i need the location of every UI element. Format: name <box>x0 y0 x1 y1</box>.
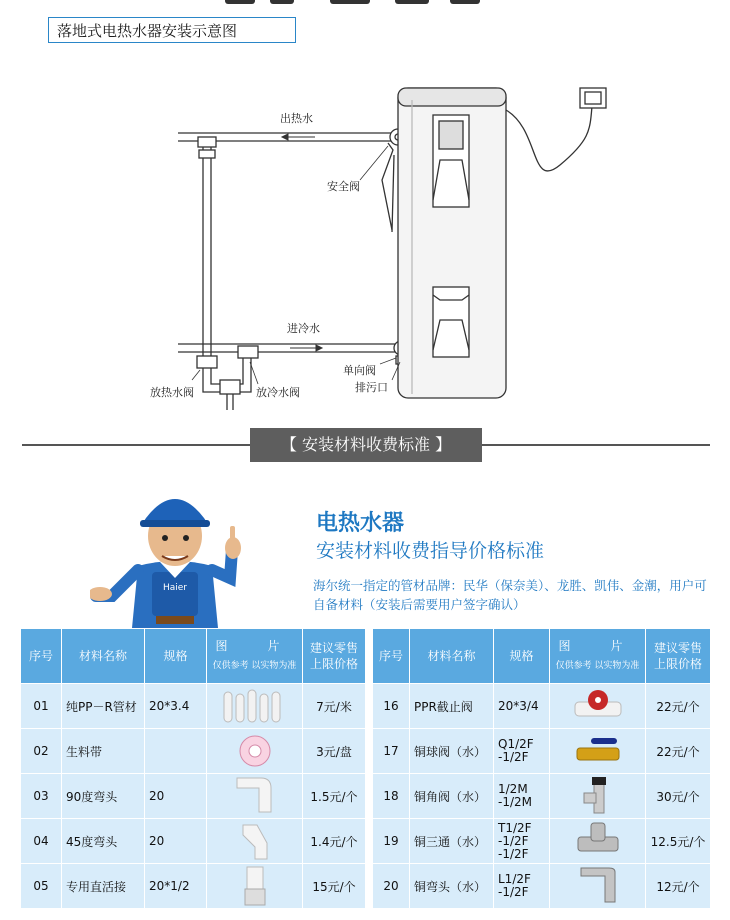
cell-name: 铜弯头（水） <box>410 864 494 909</box>
cell-picture <box>207 684 303 729</box>
cell-picture <box>207 864 303 909</box>
cell-spec: 20 <box>145 774 207 819</box>
cell-name: 专用直活接 <box>62 864 145 909</box>
col-header-pic: 图 片 仅供参考 以实物为准 <box>550 629 646 684</box>
cell-picture <box>550 819 646 864</box>
cell-price: 1.5元/个 <box>303 774 366 819</box>
cell-price: 3元/盘 <box>303 729 366 774</box>
table-row <box>373 729 711 774</box>
top-cropped-text <box>0 0 730 8</box>
col-header-name: 材料名称 <box>62 629 145 684</box>
cell-no: 03 <box>21 774 62 819</box>
cell-no: 17 <box>373 729 410 774</box>
cell-spec <box>145 729 207 774</box>
cell-picture <box>207 819 303 864</box>
cell-name: 铜球阀（水） <box>410 729 494 774</box>
label-hot-out: 出热水 <box>280 112 313 125</box>
cell-name: 铜三通（水） <box>410 819 494 864</box>
cell-price: 22元/个 <box>646 684 711 729</box>
label-drain: 排污口 <box>355 381 388 394</box>
price-table-right <box>372 628 711 909</box>
tape-icon <box>211 731 298 771</box>
table-row <box>21 819 366 864</box>
brand-note: 海尔统一指定的管材品牌：民华（保奈美）、龙胜、凯伟、金潮，用户可自备材料（安装后需要用户签字确认） <box>313 578 707 612</box>
col-header-spec: 规格 <box>494 629 550 684</box>
table-row <box>373 864 711 909</box>
label-cold-in: 进冷水 <box>287 322 320 335</box>
worker-mascot <box>90 478 260 628</box>
angle-valve-icon <box>554 775 641 817</box>
col-header-no: 序号 <box>373 629 410 684</box>
table-row <box>21 864 366 909</box>
copper-elbow-icon <box>554 866 641 906</box>
cell-name: 铜角阀（水） <box>410 774 494 819</box>
cell-no: 02 <box>21 729 62 774</box>
product-subheading: 安装材料收费指导价格标准 <box>316 540 545 562</box>
cell-spec: 20 <box>145 819 207 864</box>
cell-no: 04 <box>21 819 62 864</box>
cell-price: 22元/个 <box>646 729 711 774</box>
col-header-price: 建议零售 上限价格 <box>646 629 711 684</box>
table-row <box>373 819 711 864</box>
cell-no: 18 <box>373 774 410 819</box>
cell-picture <box>550 864 646 909</box>
table-row <box>373 684 711 729</box>
stop-valve-icon <box>554 686 641 726</box>
cell-price: 1.4元/个 <box>303 819 366 864</box>
cell-spec: 20*1/2 <box>145 864 207 909</box>
cell-no: 20 <box>373 864 410 909</box>
table-row <box>21 684 366 729</box>
cell-name: PPR截止阀 <box>410 684 494 729</box>
cell-name: 纯PP－R管材 <box>62 684 145 729</box>
worker-badge: Haier <box>162 583 188 593</box>
diagram-title: 落地式电热水器安装示意图 <box>48 17 296 43</box>
cell-picture <box>550 774 646 819</box>
cell-spec: T1/2F -1/2F -1/2F <box>494 819 550 864</box>
label-check-valve: 单向阀 <box>343 364 376 377</box>
cell-picture <box>550 729 646 774</box>
section-title: 【 安装材料收费标准 】 <box>250 428 482 462</box>
union-icon <box>211 865 298 907</box>
installation-diagram <box>0 60 730 420</box>
cell-spec: 1/2M -1/2M <box>494 774 550 819</box>
label-cold-valve: 放冷水阀 <box>256 386 300 399</box>
product-heading: 电热水器 <box>316 511 405 536</box>
col-header-pic: 图 片 仅供参考 以实物为准 <box>207 629 303 684</box>
table-row <box>21 774 366 819</box>
col-header-name: 材料名称 <box>410 629 494 684</box>
cell-no: 16 <box>373 684 410 729</box>
cell-picture <box>550 684 646 729</box>
table-row <box>21 729 366 774</box>
cell-picture <box>207 774 303 819</box>
cell-price: 15元/个 <box>303 864 366 909</box>
cell-price: 12元/个 <box>646 864 711 909</box>
label-safety-valve: 安全阀 <box>327 180 360 193</box>
elbow-45-icon <box>211 821 298 861</box>
cell-no: 19 <box>373 819 410 864</box>
cell-spec: 20*3/4 <box>494 684 550 729</box>
elbow-90-icon <box>211 776 298 816</box>
col-header-price: 建议零售 上限价格 <box>303 629 366 684</box>
tee-icon <box>554 821 641 861</box>
cell-price: 12.5元/个 <box>646 819 711 864</box>
price-table-left <box>20 628 366 909</box>
pipe-icon <box>211 686 298 726</box>
table-row <box>373 774 711 819</box>
label-hot-valve: 放热水阀 <box>150 386 194 399</box>
cell-spec: Q1/2F -1/2F <box>494 729 550 774</box>
cell-name: 生料带 <box>62 729 145 774</box>
col-header-no: 序号 <box>21 629 62 684</box>
cell-no: 05 <box>21 864 62 909</box>
col-header-spec: 规格 <box>145 629 207 684</box>
cell-spec: 20*3.4 <box>145 684 207 729</box>
cell-name: 45度弯头 <box>62 819 145 864</box>
cell-picture <box>207 729 303 774</box>
cell-price: 30元/个 <box>646 774 711 819</box>
cell-price: 7元/米 <box>303 684 366 729</box>
cell-no: 01 <box>21 684 62 729</box>
cell-name: 90度弯头 <box>62 774 145 819</box>
cell-spec: L1/2F -1/2F <box>494 864 550 909</box>
ball-valve-icon <box>554 734 641 768</box>
